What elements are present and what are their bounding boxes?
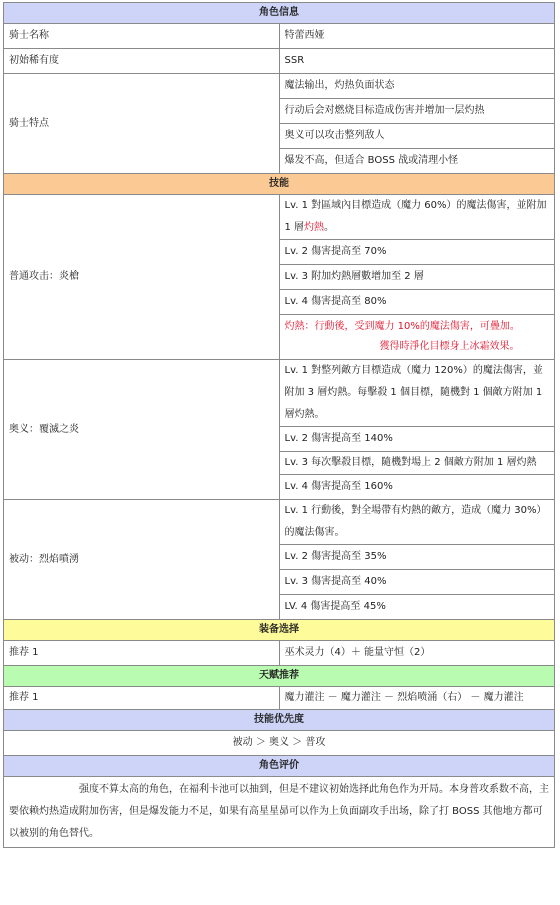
ultimate-lv2: Lv. 2 傷害提高至 140%	[279, 427, 555, 452]
trait-item: 爆发不高，但适合 BOSS 战或清理小怪	[279, 149, 555, 174]
burn-note	[279, 315, 555, 360]
normal-attack-lv1-text: Lv. 1 對區域內目標造成（魔力 60%）的魔法傷害，並附加 1 層	[284, 200, 547, 233]
equipment-value: 巫术灵力（4）＋ 能量守恒（2）	[279, 641, 555, 666]
section-header-role-info: 角色信息	[4, 3, 555, 24]
ultimate-lv3: Lv. 3 每次擊殺目標，隨機對場上 2 個敵方附加 1 層灼熱	[279, 452, 555, 475]
priority-value: 被动 ＞ 奥义 ＞ 普攻	[4, 731, 555, 756]
equipment-label: 推荐 1	[4, 641, 280, 666]
normal-attack-lv2: Lv. 2 傷害提高至 70%	[279, 240, 555, 265]
section-header-skills: 技能	[4, 174, 555, 195]
passive-lv2: Lv. 2 傷害提高至 35%	[279, 545, 555, 570]
burn-keyword: 灼熱	[304, 222, 325, 233]
passive-lv3: Lv. 3 傷害提高至 40%	[279, 570, 555, 595]
character-guide-table	[3, 2, 555, 848]
rarity-value: SSR	[279, 49, 555, 74]
trait-item: 奥义可以攻击整列敌人	[279, 124, 555, 149]
burn-note-line1: 灼熱：行動後，受到魔力 10%的魔法傷害，可疊加。	[284, 321, 520, 332]
talent-label: 推荐 1	[4, 687, 280, 710]
trait-item: 行动后会对燃烧目标造成伤害并增加一层灼热	[279, 99, 555, 124]
talent-value: 魔力灌注 － 魔力灌注 － 烈焰喷涌（右） － 魔力灌注	[279, 687, 555, 710]
burn-note-line2: 獲得時淨化目標身上冰霜效果。	[379, 341, 520, 352]
passive-lv4: LV. 4 傷害提高至 45%	[279, 595, 555, 620]
ultimate-label: 奥义：覆滅之炎	[4, 360, 280, 500]
normal-attack-lv1	[279, 195, 555, 240]
section-header-evaluation: 角色评价	[4, 756, 555, 777]
ultimate-lv1: Lv. 1 對整列敵方目標造成（魔力 120%）的魔法傷害，並附加 3 層灼熱。每擊殺 1 個目標，隨機對 1 個敵方附加 1 層灼熱。	[279, 360, 555, 427]
name-label: 骑士名称	[4, 24, 280, 49]
trait-item: 魔法输出，灼热负面状态	[279, 74, 555, 99]
name-value: 特蕾西娅	[279, 24, 555, 49]
normal-attack-lv1-end: 。	[324, 222, 335, 233]
traits-label: 骑士特点	[4, 74, 280, 174]
rarity-label: 初始稀有度	[4, 49, 280, 74]
normal-attack-lv3: Lv. 3 附加灼熱層數增加至 2 層	[279, 265, 555, 290]
section-header-equipment: 装备选择	[4, 620, 555, 641]
passive-lv1: Lv. 1 行動後，對全場帶有灼熱的敵方，造成（魔力 30%）的魔法傷害。	[279, 500, 555, 545]
normal-attack-label: 普通攻击：炎槍	[4, 195, 280, 360]
section-header-priority: 技能优先度	[4, 710, 555, 731]
normal-attack-lv4: Lv. 4 傷害提高至 80%	[279, 290, 555, 315]
evaluation-text: 强度不算太高的角色，在福利卡池可以抽到，但是不建议初始选择此角色作为开局。本身普攻系数不高，主要依赖灼热造成附加伤害，但是爆发能力不足，如果有高星星昴可以作为上负面副攻手出场，除了打 BOSS 其他地方都可以被别的角色替代。	[4, 777, 555, 848]
passive-label: 被动：烈焰噴湧	[4, 500, 280, 620]
ultimate-lv4: Lv. 4 傷害提高至 160%	[279, 475, 555, 500]
section-header-talent: 天赋推荐	[4, 666, 555, 687]
